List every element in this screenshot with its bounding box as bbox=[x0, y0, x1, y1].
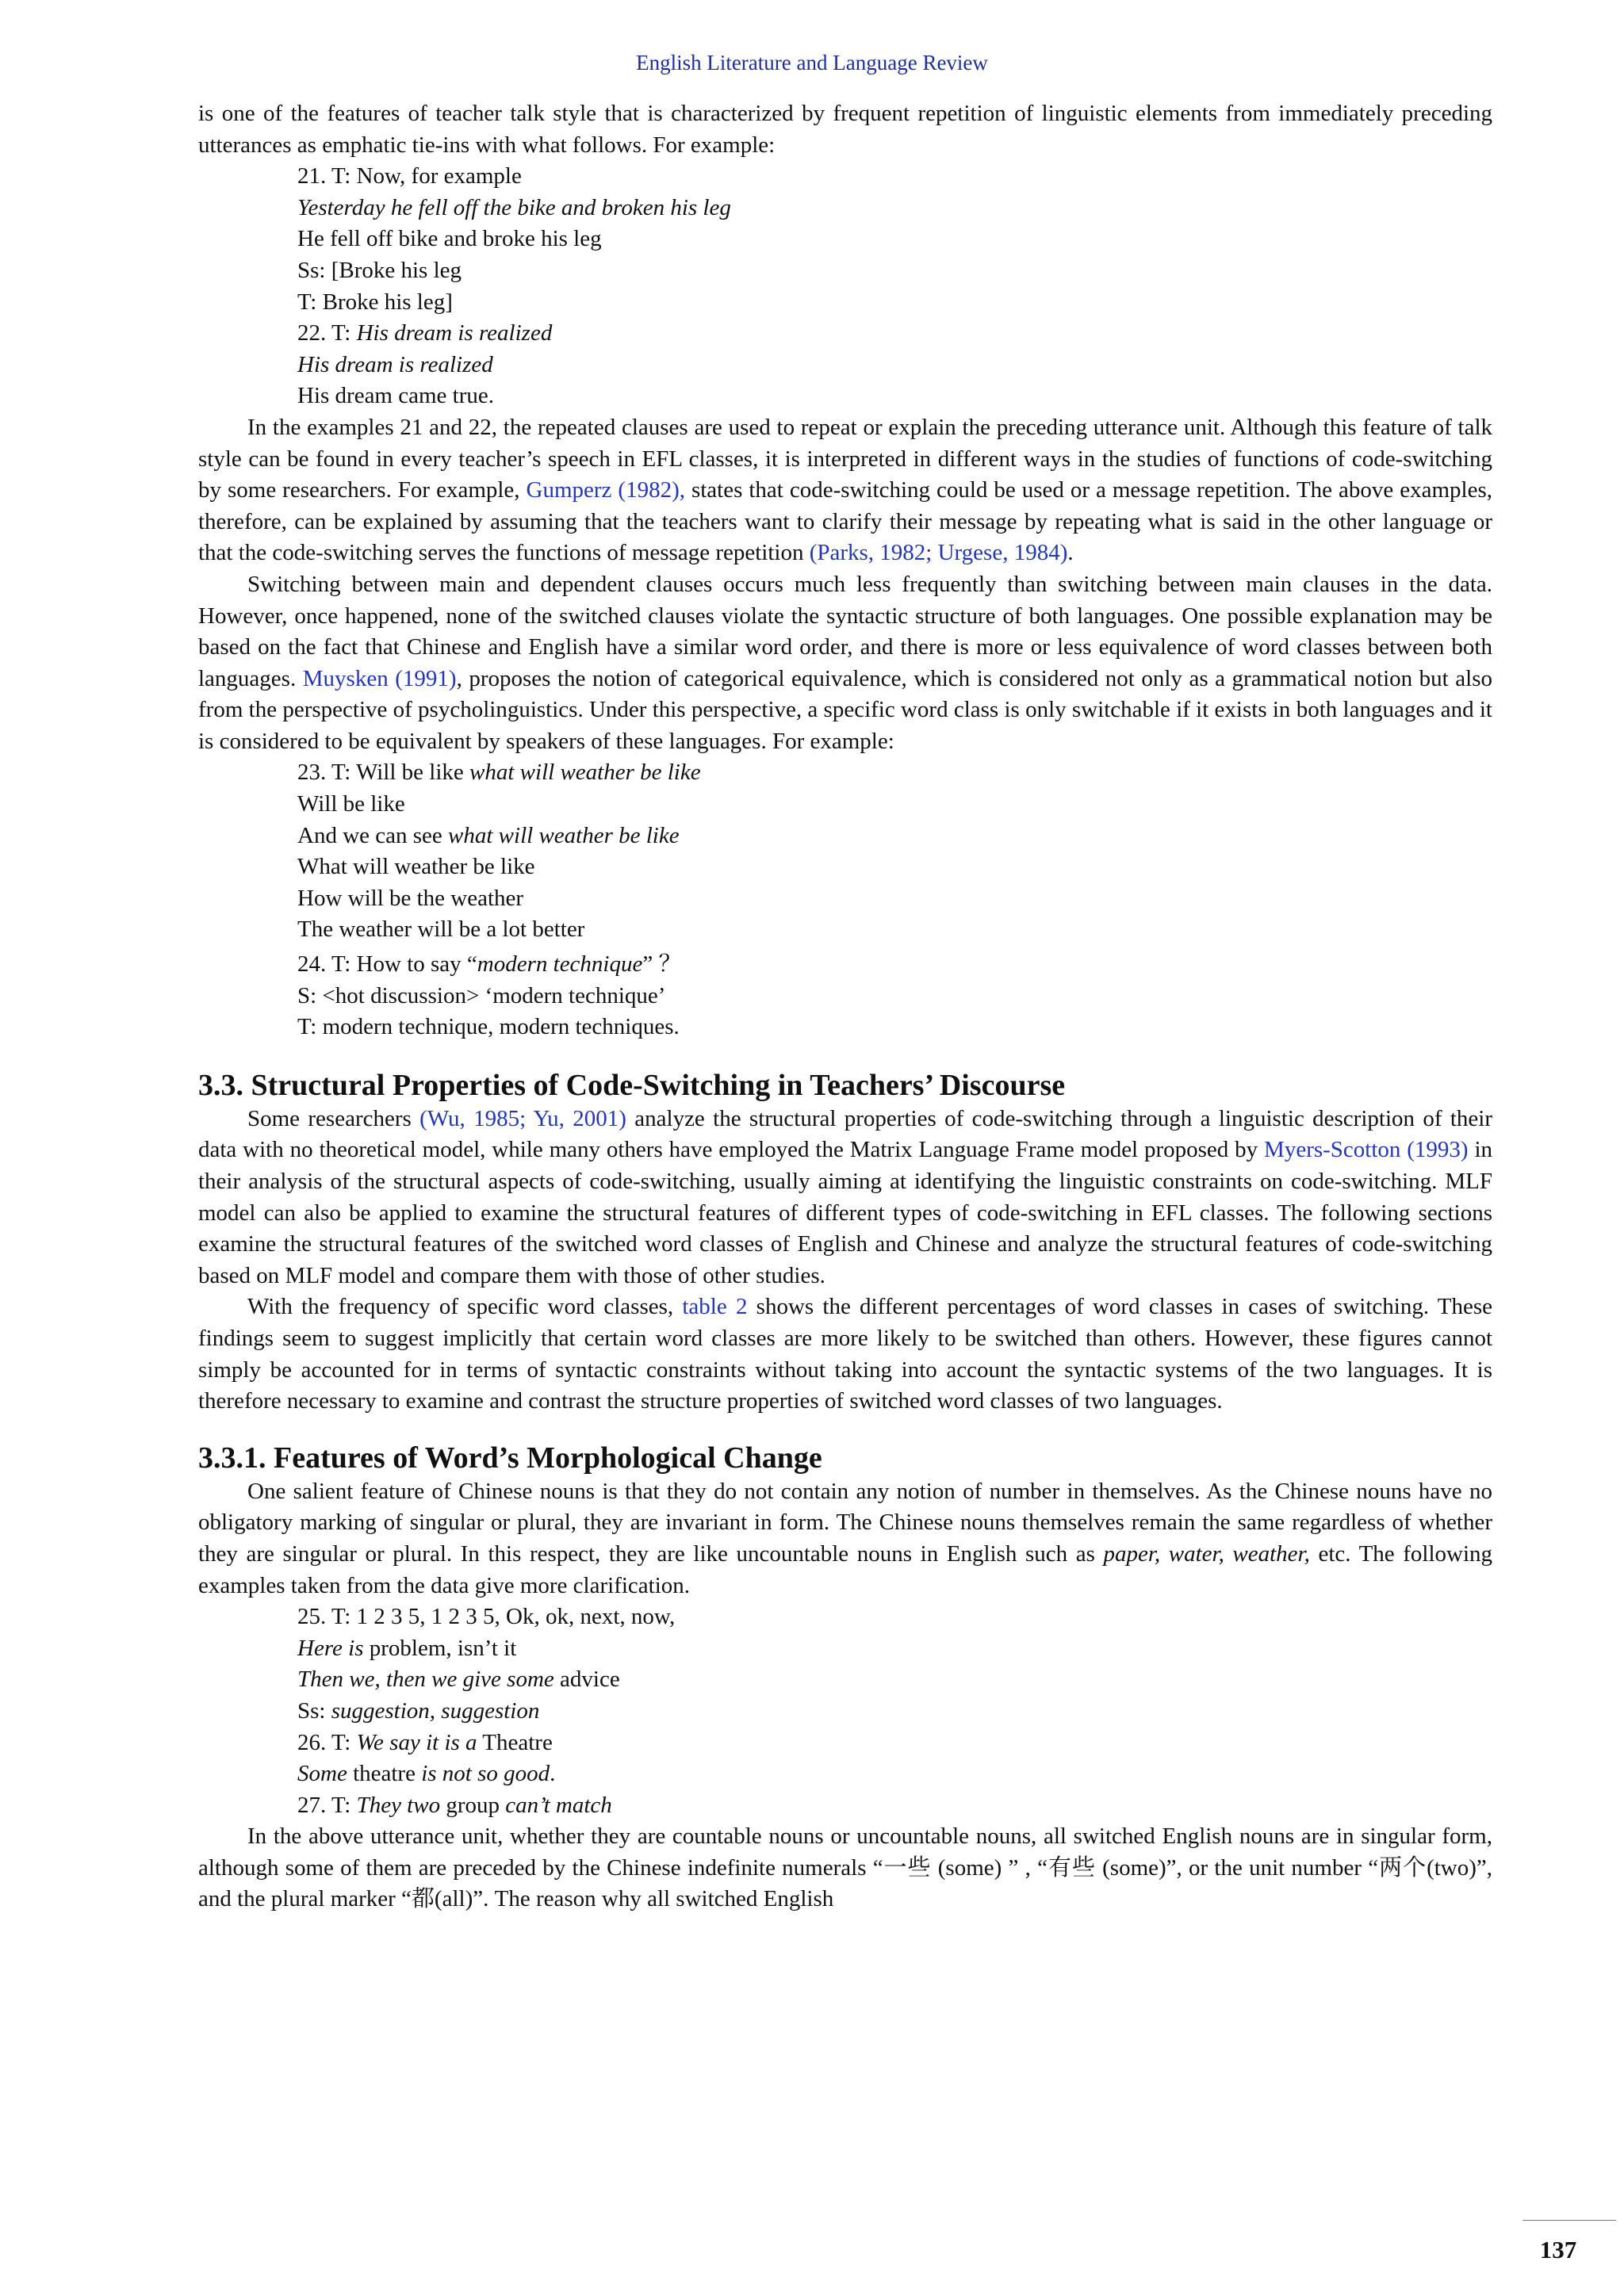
text-run: 27. T: bbox=[297, 1792, 357, 1818]
example-line bbox=[198, 1696, 1492, 1728]
text-run: shows the different percentages of word classes in cases of switching. These findings seem to suggest implicitly that certain word classes are more likely to be switched than others. However, these figures cannot simply be accounted for in terms of syntactic constraints without taking into account the syntactic systems of the two languages. It is therefore necessary to examine and contrast the structure properties of switched word classes of two languages. bbox=[198, 1294, 1493, 1414]
citation-link[interactable]: (Wu, 1985; Yu, 2001) bbox=[419, 1105, 626, 1131]
text-run: 26. T: bbox=[297, 1729, 357, 1755]
text-run: etc. The following examples taken from the data give more clarification. bbox=[198, 1540, 1493, 1598]
text-run: S: <hot discussion> ‘modern technique’ bbox=[297, 982, 666, 1008]
italic-text: Here is bbox=[297, 1635, 364, 1661]
text-run: Ss: [Broke his leg bbox=[297, 257, 462, 283]
example-line bbox=[198, 789, 1492, 821]
italic-text: can’t match bbox=[505, 1792, 612, 1818]
example-line bbox=[198, 1758, 1492, 1790]
example-line bbox=[198, 350, 1492, 381]
italic-text: what will weather be like bbox=[469, 760, 701, 786]
text-run: ” ？ bbox=[642, 951, 682, 978]
text-run: With the frequency of specific word classes, bbox=[247, 1294, 683, 1320]
text-run: advice bbox=[553, 1667, 620, 1693]
text-run: 24. T: How to say “ bbox=[297, 951, 477, 978]
paragraph bbox=[198, 1104, 1492, 1292]
example-line bbox=[198, 255, 1492, 287]
text-run: One salient feature of Chinese nouns is that they do not contain any notion of number in themselves. As the Chinese nouns have no obligatory marking of singular or plural, they are invariant in form. The Chinese nouns themselves remain the same regardless of whether they are singular or plural. In this respect, they are like uncountable nouns in English such as bbox=[198, 1478, 1492, 1567]
citation-link[interactable]: table 2 bbox=[682, 1294, 748, 1320]
example-line bbox=[198, 161, 1492, 193]
text-run: . bbox=[1067, 540, 1074, 566]
example-line bbox=[198, 193, 1492, 224]
italic-text: His dream is realized bbox=[356, 320, 553, 346]
example-line bbox=[198, 883, 1492, 915]
example-line bbox=[198, 949, 1492, 981]
text-run: Will be like bbox=[297, 791, 405, 817]
text-run: He fell off bike and broke his leg bbox=[297, 226, 602, 252]
citation-link[interactable]: Myers-Scotton (1993) bbox=[1264, 1137, 1469, 1163]
citation-link[interactable]: Muysken (1991) bbox=[302, 665, 457, 691]
subsection-heading: 3.3.1. Features of Word’s Morphological Change bbox=[198, 1441, 822, 1475]
text-run: , proposes the notion of categorical equivalence, which is considered not only as a grammatical notion but also from the perspective of psycholinguistics. Under this perspective, a specific word class is only switchable if it exists in both languages and it is considered to be equivalent by speakers of these languages. For example: bbox=[198, 665, 1492, 754]
italic-text: Some bbox=[297, 1761, 347, 1787]
example-line bbox=[198, 287, 1492, 319]
italic-text: His dream is realized bbox=[297, 351, 493, 377]
text-run: In the examples 21 and 22, the repeated clauses are used to repeat or explain the preceding utterance unit. Although this feature of talk style can be found in every teacher’s speech in EFL classes, it is interpreted in different ways in the studies of functions of code-switching by some researchers. For example, bbox=[198, 414, 1492, 503]
text-run: states that code-switching could be used or a message repetition. The above examples, therefore, can be explained by assuming that the teachers want to clarify their message by repeating what is said in the other language or that the code-switching serves the functions of message repetition bbox=[198, 477, 1492, 566]
text-run: analyze the structural properties of code-switching through a linguistic description of their data with no theoretical model, while many others have employed the Matrix Language Frame model proposed by bbox=[198, 1105, 1492, 1163]
text-run: In the above utterance unit, whether they are countable nouns or uncountable nouns, all switched English nouns are in singular form, although some of them are preceded by the Chinese indefinite numerals “一些 (some) ” , “有些 (some)”, or the unit number “两个(two)”, and the plural marker “都(all)”. The reason why all switched English bbox=[198, 1823, 1492, 1912]
example-line bbox=[198, 821, 1492, 852]
italic-text: is not so good bbox=[421, 1761, 550, 1787]
paragraph bbox=[198, 1821, 1492, 1915]
example-line bbox=[198, 381, 1492, 412]
text-run: What will weather be like bbox=[297, 854, 535, 880]
text-run: . bbox=[550, 1761, 556, 1787]
text-run: 23. T: Will be like bbox=[297, 760, 470, 786]
italic-text: Then we, then we give some bbox=[297, 1667, 554, 1693]
example-line bbox=[198, 1790, 1492, 1822]
text-run: How will be the weather bbox=[297, 885, 524, 911]
text-run: Theatre bbox=[477, 1729, 553, 1755]
example-line bbox=[198, 1601, 1492, 1633]
example-line bbox=[198, 1633, 1492, 1665]
footer-rule bbox=[1522, 2220, 1616, 2221]
example-line bbox=[198, 1728, 1492, 1759]
text-run: The weather will be a lot better bbox=[297, 916, 585, 943]
italic-text: Yesterday he fell off the bike and broken his leg bbox=[297, 194, 731, 220]
paragraph bbox=[198, 98, 1492, 161]
text-run: Ss: bbox=[297, 1697, 331, 1724]
example-line bbox=[198, 318, 1492, 350]
text-run: problem, isn’t it bbox=[363, 1635, 517, 1661]
italic-text: suggestion, suggestion bbox=[331, 1697, 540, 1724]
text-run: T: Broke his leg] bbox=[297, 289, 453, 315]
text-run: Some researchers bbox=[247, 1105, 420, 1131]
text-run: Switching between main and dependent clauses occurs much less frequently than switching between main clauses in the data. However, once happened, none of the switched clauses violate the syntactic structure of both languages. One possible explanation may be based on the fact that Chinese and English have a similar word order, and there is more or less equivalence of word classes between both languages. bbox=[198, 571, 1492, 691]
paragraph bbox=[198, 412, 1492, 569]
italic-text: paper, water, weather, bbox=[1103, 1540, 1310, 1567]
paragraph bbox=[198, 569, 1492, 758]
page-number: 137 bbox=[1539, 2236, 1577, 2263]
italic-text: what will weather be like bbox=[448, 822, 680, 848]
section-heading: 3.3. Structural Properties of Code-Switching in Teachers’ Discourse bbox=[198, 1068, 1066, 1102]
example-line bbox=[198, 224, 1492, 255]
citation-link[interactable]: Gumperz (1982), bbox=[526, 477, 685, 503]
text-run: group bbox=[440, 1792, 506, 1818]
citation-link[interactable]: (Parks, 1982; Urgese, 1984) bbox=[809, 540, 1068, 566]
example-line bbox=[198, 914, 1492, 946]
italic-text: They two bbox=[356, 1792, 441, 1818]
paragraph bbox=[198, 1292, 1492, 1417]
paragraph bbox=[198, 1476, 1492, 1601]
text-run: His dream came true. bbox=[297, 383, 495, 409]
example-line bbox=[198, 1012, 1492, 1043]
running-header: English Literature and Language Review bbox=[636, 51, 988, 75]
italic-text: modern technique bbox=[477, 951, 643, 978]
page-body bbox=[198, 98, 1492, 1915]
example-line bbox=[198, 1664, 1492, 1696]
italic-text: We say it is a bbox=[356, 1729, 477, 1755]
text-run: 21. T: Now, for example bbox=[297, 163, 522, 189]
text-run: theatre bbox=[347, 1761, 422, 1787]
text-run: 22. T: bbox=[297, 320, 357, 346]
example-line bbox=[198, 757, 1492, 789]
text-run: in their analysis of the structural aspects of code-switching, usually aiming at identifying the linguistic constraints on code-switching. MLF model can also be applied to examine the structural features of different types of code-switching in EFL classes. The following sections examine the structural features of the switched word classes of English and Chinese and analyze the structural features of code-switching based on MLF model and compare them with those of other studies. bbox=[198, 1137, 1493, 1288]
text-run: is one of the features of teacher talk style that is characterized by frequent repetition of linguistic elements from immediately preceding utterances as emphatic tie-ins with what follows. For example: bbox=[198, 101, 1492, 158]
example-line bbox=[198, 981, 1492, 1012]
example-line bbox=[198, 851, 1492, 883]
text-run: 25. T: 1 2 3 5, 1 2 3 5, Ok, ok, next, now, bbox=[297, 1604, 676, 1630]
text-run: T: modern technique, modern techniques. bbox=[297, 1014, 680, 1040]
text-run: And we can see bbox=[297, 822, 449, 848]
